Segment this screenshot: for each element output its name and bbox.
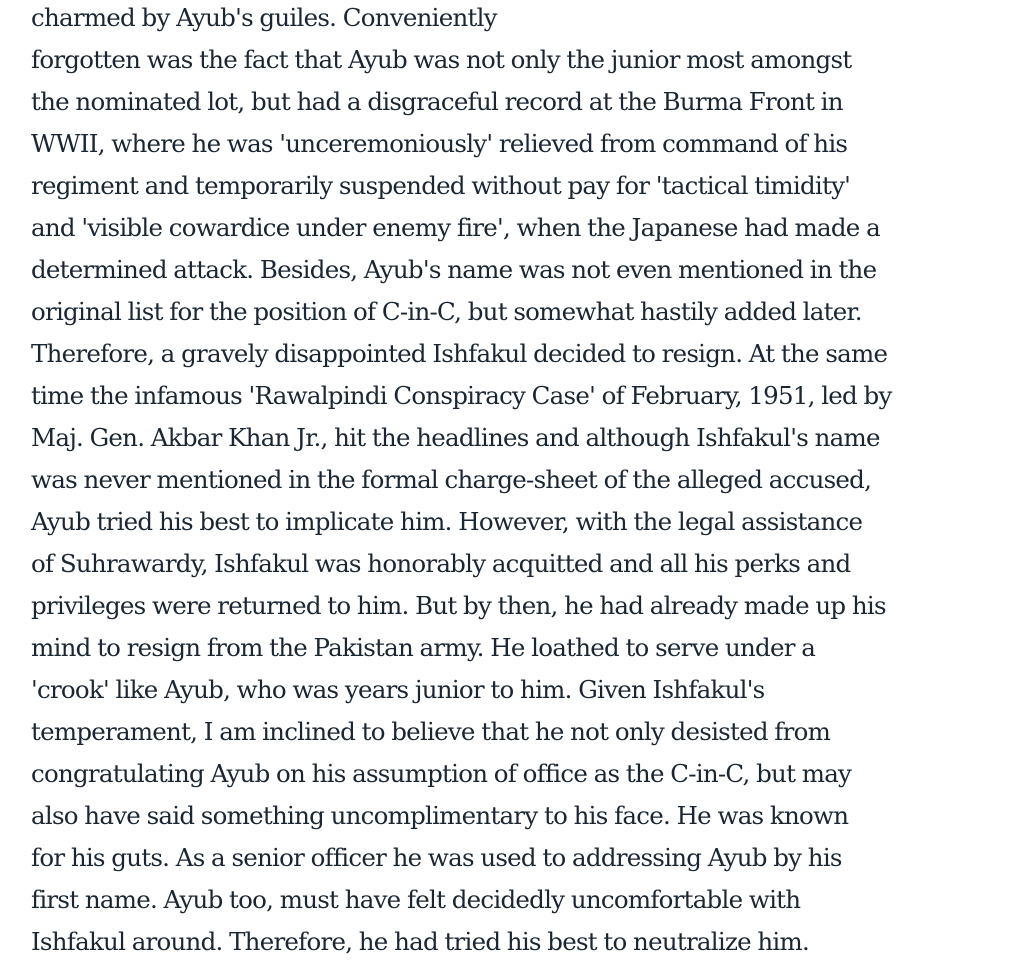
text-line: Therefore, a gravely disappointed Ishfakul decided to resign. At the same bbox=[31, 339, 888, 368]
text-line: mind to resign from the Pakistan army. He loathed to serve under a bbox=[31, 633, 816, 662]
text-line: 'crook' like Ayub, who was years junior to him. Given Ishfakul's bbox=[31, 675, 765, 704]
text-line: Ayub tried his best to implicate him. However, with the legal assistance bbox=[31, 507, 863, 536]
text-line: for his guts. As a senior officer he was used to addressing Ayub by his bbox=[31, 843, 842, 872]
text-line: privileges were returned to him. But by then, he had already made up his bbox=[31, 591, 886, 620]
text-line: Ishfakul around. Therefore, he had tried his best to neutralize him. bbox=[31, 927, 810, 956]
document-page bbox=[31, 0, 1011, 963]
text-line: Maj. Gen. Akbar Khan Jr., hit the headlines and although Ishfakul's name bbox=[31, 423, 880, 452]
text-line: of Suhrawardy, Ishfakul was honorably acquitted and all his perks and bbox=[31, 549, 851, 578]
text-line: regiment and temporarily suspended without pay for 'tactical timidity' bbox=[31, 171, 851, 200]
text-line: WWII, where he was 'unceremoniously' relieved from command of his bbox=[31, 129, 848, 158]
text-line: and 'visible cowardice under enemy fire', when the Japanese had made a bbox=[31, 213, 880, 242]
text-line: congratulating Ayub on his assumption of office as the C-in-C, but may bbox=[31, 759, 852, 788]
text-line: determined attack. Besides, Ayub's name was not even mentioned in the bbox=[31, 255, 877, 284]
text-line: first name. Ayub too, must have felt decidedly uncomfortable with bbox=[31, 885, 801, 914]
text-line: temperament, I am inclined to believe that he not only desisted from bbox=[31, 717, 831, 746]
body-paragraph bbox=[31, 0, 1011, 963]
text-line: original list for the position of C-in-C, but somewhat hastily added later. bbox=[31, 297, 862, 326]
text-line: forgotten was the fact that Ayub was not only the junior most amongst bbox=[31, 45, 852, 74]
text-line: also have said something uncomplimentary to his face. He was known bbox=[31, 801, 849, 830]
text-line: charmed by Ayub's guiles. Conveniently bbox=[31, 3, 497, 32]
text-line: was never mentioned in the formal charge-sheet of the alleged accused, bbox=[31, 465, 872, 494]
text-line: the nominated lot, but had a disgraceful record at the Burma Front in bbox=[31, 87, 843, 116]
text-line: time the infamous 'Rawalpindi Conspiracy Case' of February, 1951, led by bbox=[31, 381, 892, 410]
